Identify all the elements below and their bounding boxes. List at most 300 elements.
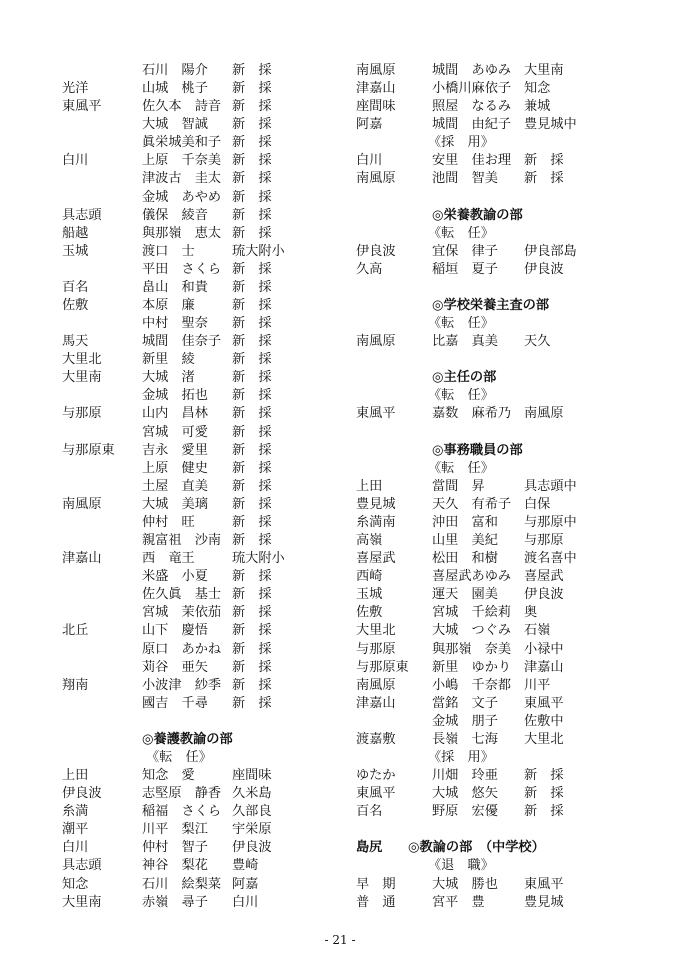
staff-row bbox=[356, 785, 626, 803]
staff-row bbox=[62, 424, 352, 442]
staff-name: 石川 陽介 bbox=[142, 63, 208, 78]
staff-name: 平田 さくら bbox=[142, 261, 222, 277]
staff-row bbox=[356, 333, 626, 351]
section-row bbox=[356, 369, 626, 387]
staff-name: 仲村 旺 bbox=[142, 514, 195, 530]
staff-row bbox=[62, 116, 352, 134]
staff-name: 宜保 律子 bbox=[432, 243, 498, 259]
origin-note: 伊良波 bbox=[524, 261, 564, 277]
origin-note: 与那原 bbox=[524, 533, 564, 549]
staff-name: 照屋 なるみ bbox=[432, 99, 512, 115]
origin-note: 久部良 bbox=[232, 804, 272, 820]
school-name: 南風原 bbox=[356, 677, 396, 693]
staff-name: 野原 宏優 bbox=[432, 804, 498, 820]
staff-row bbox=[62, 134, 352, 152]
staff-name: 眞栄城美和子 bbox=[142, 135, 222, 151]
origin-note: 新 採 bbox=[232, 370, 272, 386]
origin-note: 新 採 bbox=[232, 514, 272, 530]
staff-row bbox=[62, 207, 352, 225]
staff-name: 天久 有希子 bbox=[432, 496, 512, 512]
origin-note: 大里南 bbox=[524, 63, 564, 78]
staff-row bbox=[62, 839, 352, 857]
staff-name: 嘉数 麻希乃 bbox=[432, 406, 512, 422]
subsection-label: 《転 任》 bbox=[428, 316, 494, 332]
school-name: 伊良波 bbox=[62, 786, 102, 802]
section-row bbox=[62, 749, 352, 767]
school-name: 玉城 bbox=[356, 587, 383, 603]
school-name: 白川 bbox=[356, 153, 383, 169]
origin-note: 知念 bbox=[524, 81, 551, 97]
origin-note: 新 採 bbox=[232, 352, 272, 368]
origin-note: 新 採 bbox=[232, 641, 272, 657]
origin-note: 石嶺 bbox=[524, 623, 551, 639]
subsection-label: 《退 職》 bbox=[428, 858, 494, 874]
section-row bbox=[356, 134, 626, 152]
origin-note: 新 採 bbox=[524, 786, 564, 802]
staff-row bbox=[356, 641, 626, 659]
staff-name: 山内 昌林 bbox=[142, 406, 208, 422]
staff-name: 與那嶺 恵太 bbox=[142, 225, 222, 241]
origin-note: 新 採 bbox=[232, 406, 272, 422]
origin-note: 豊崎 bbox=[232, 858, 259, 874]
staff-row bbox=[356, 695, 626, 713]
section-row bbox=[356, 442, 626, 460]
staff-name: 石川 絵梨菜 bbox=[142, 876, 222, 892]
staff-row bbox=[62, 586, 352, 604]
origin-note: 与那原中 bbox=[524, 514, 577, 530]
staff-name: 山下 慶悟 bbox=[142, 623, 208, 639]
staff-name: 大城 智誠 bbox=[142, 117, 208, 133]
origin-note: 新 採 bbox=[232, 334, 272, 350]
staff-row bbox=[356, 170, 626, 188]
school-name: 佐敷 bbox=[62, 298, 89, 314]
staff-name: 大城 勝也 bbox=[432, 876, 498, 892]
origin-note: 新 採 bbox=[232, 605, 272, 621]
origin-note: 新 採 bbox=[524, 768, 564, 784]
staff-name: 神谷 梨花 bbox=[142, 858, 208, 874]
origin-note: 琉大附小 bbox=[232, 243, 285, 259]
origin-note: 新 採 bbox=[232, 207, 272, 223]
origin-note: 新 採 bbox=[232, 677, 272, 693]
section-row bbox=[356, 839, 626, 857]
spacer-row bbox=[356, 189, 626, 207]
school-name: 与那原東 bbox=[62, 442, 115, 458]
staff-row bbox=[356, 767, 626, 785]
staff-name: 長嶺 七海 bbox=[432, 731, 498, 747]
subsection-label: 《転 任》 bbox=[146, 749, 212, 765]
staff-row bbox=[62, 62, 352, 80]
school-name: 豊見城 bbox=[356, 496, 396, 512]
origin-note: 新 採 bbox=[232, 623, 272, 639]
page-number: - 21 - bbox=[324, 933, 356, 947]
spacer-row bbox=[62, 713, 352, 731]
staff-name: 知念 愛 bbox=[142, 768, 195, 784]
origin-note: 伊良波 bbox=[232, 840, 272, 856]
staff-row bbox=[356, 894, 626, 912]
staff-name: 佐久本 詩音 bbox=[142, 99, 222, 115]
origin-note: 新 採 bbox=[232, 63, 272, 78]
staff-name: 城間 あゆみ bbox=[432, 63, 512, 78]
school-name: 津嘉山 bbox=[356, 81, 396, 97]
staff-row bbox=[62, 189, 352, 207]
origin-note: 東風平 bbox=[524, 695, 564, 711]
section-heading: ◎主任の部 bbox=[432, 370, 497, 386]
staff-row bbox=[356, 677, 626, 695]
staff-row bbox=[62, 98, 352, 116]
staff-name: 運天 園美 bbox=[432, 587, 498, 603]
section-row bbox=[62, 731, 352, 749]
school-name: 馬天 bbox=[62, 334, 89, 350]
staff-row bbox=[62, 170, 352, 188]
spacer-row bbox=[356, 279, 626, 297]
staff-name: 宮城 茉依茄 bbox=[142, 605, 222, 621]
school-name: 玉城 bbox=[62, 243, 89, 259]
school-name: 南風原 bbox=[356, 171, 396, 187]
staff-row bbox=[356, 243, 626, 261]
staff-name: 川畑 玲亜 bbox=[432, 768, 498, 784]
staff-row bbox=[62, 876, 352, 894]
section-heading: ◎栄養教諭の部 bbox=[432, 207, 523, 223]
origin-note: 新 採 bbox=[232, 460, 272, 476]
subsection-label: 《転 任》 bbox=[428, 388, 494, 404]
staff-row bbox=[356, 713, 626, 731]
staff-name: 津波古 圭太 bbox=[142, 171, 222, 187]
origin-note: 新 採 bbox=[232, 316, 272, 332]
origin-note: 東風平 bbox=[524, 876, 564, 892]
staff-row bbox=[62, 677, 352, 695]
section-row bbox=[356, 225, 626, 243]
school-name: 糸満 bbox=[62, 804, 89, 820]
spacer-row bbox=[356, 351, 626, 369]
staff-name: 稲垣 夏子 bbox=[432, 261, 498, 277]
staff-name: 松田 和樹 bbox=[432, 551, 498, 567]
origin-note: 琉大附小 bbox=[232, 551, 285, 567]
origin-note: 佐敷中 bbox=[524, 713, 564, 729]
staff-name: 川平 梨江 bbox=[142, 822, 208, 838]
staff-name: 原口 あかね bbox=[142, 641, 222, 657]
school-name: 潮平 bbox=[62, 822, 89, 838]
school-name: 津嘉山 bbox=[62, 551, 102, 567]
origin-note: 渡名喜中 bbox=[524, 551, 577, 567]
school-name: 南風原 bbox=[356, 334, 396, 350]
staff-name: 池間 智美 bbox=[432, 171, 498, 187]
staff-row bbox=[62, 496, 352, 514]
staff-row bbox=[62, 622, 352, 640]
staff-name: 土屋 直美 bbox=[142, 478, 208, 494]
staff-row bbox=[62, 261, 352, 279]
school-name: 東風平 bbox=[356, 406, 396, 422]
origin-note: 伊良波 bbox=[524, 587, 564, 603]
origin-note: 喜屋武 bbox=[524, 569, 564, 585]
school-name: 具志頭 bbox=[62, 858, 102, 874]
school-name: 大里南 bbox=[62, 894, 102, 910]
staff-name: 大城 悠矢 bbox=[432, 786, 498, 802]
school-name: 上田 bbox=[62, 768, 89, 784]
school-name: 喜屋武 bbox=[356, 551, 396, 567]
staff-name: 沖田 富和 bbox=[432, 514, 498, 530]
staff-row bbox=[62, 442, 352, 460]
staff-name: 當間 昇 bbox=[432, 478, 485, 494]
school-name: 阿嘉 bbox=[356, 117, 383, 133]
origin-note: 川平 bbox=[524, 677, 551, 693]
school-name: 与那原東 bbox=[356, 659, 409, 675]
origin-note: 白保 bbox=[524, 496, 551, 512]
school-name: 白川 bbox=[62, 840, 89, 856]
staff-name: 宮平 豊 bbox=[432, 894, 485, 910]
origin-note: 奥 bbox=[524, 605, 538, 621]
school-name: 白川 bbox=[62, 153, 89, 169]
staff-name: 畠山 和貴 bbox=[142, 279, 208, 295]
origin-note: 新 採 bbox=[232, 298, 272, 314]
staff-name: 與那嶺 奈美 bbox=[432, 641, 512, 657]
origin-note: 新 採 bbox=[524, 804, 564, 820]
origin-note: 新 採 bbox=[232, 478, 272, 494]
school-name: 翔南 bbox=[62, 677, 89, 693]
origin-note: 新 採 bbox=[232, 442, 272, 458]
staff-row bbox=[62, 803, 352, 821]
origin-note: 新 採 bbox=[232, 424, 272, 440]
school-name: 普 通 bbox=[356, 894, 396, 910]
school-name: 糸満南 bbox=[356, 514, 396, 530]
staff-row bbox=[356, 532, 626, 550]
left-column bbox=[62, 62, 352, 912]
school-name: 伊良波 bbox=[356, 243, 396, 259]
origin-note: 新 採 bbox=[232, 279, 272, 295]
staff-row bbox=[62, 225, 352, 243]
staff-name: 金城 拓也 bbox=[142, 388, 208, 404]
origin-note: 新 採 bbox=[232, 135, 272, 151]
origin-note: 白川 bbox=[232, 894, 259, 910]
school-name: 知念 bbox=[62, 876, 89, 892]
staff-name: 金城 朋子 bbox=[432, 713, 498, 729]
staff-row bbox=[356, 514, 626, 532]
staff-row bbox=[62, 532, 352, 550]
school-name: 光洋 bbox=[62, 81, 89, 97]
school-name: 東風平 bbox=[62, 99, 102, 115]
origin-note: 新 採 bbox=[232, 153, 272, 169]
section-heading: ◎事務職員の部 bbox=[432, 442, 523, 458]
origin-note: 新 採 bbox=[232, 659, 272, 675]
staff-row bbox=[356, 98, 626, 116]
staff-row bbox=[62, 659, 352, 677]
origin-note: 新 採 bbox=[232, 117, 272, 133]
staff-name: 仲村 智子 bbox=[142, 840, 208, 856]
school-name: ゆたか bbox=[356, 768, 396, 784]
staff-row bbox=[62, 695, 352, 713]
staff-row bbox=[356, 876, 626, 894]
section-row bbox=[356, 207, 626, 225]
school-name: 北丘 bbox=[62, 623, 89, 639]
staff-row bbox=[62, 478, 352, 496]
right-column bbox=[356, 62, 626, 912]
section-row bbox=[356, 857, 626, 875]
staff-row bbox=[356, 550, 626, 568]
staff-row bbox=[356, 622, 626, 640]
origin-note: 新 採 bbox=[232, 533, 272, 549]
section-row bbox=[356, 315, 626, 333]
origin-note: 天久 bbox=[524, 334, 551, 350]
staff-name: 小嶋 千奈都 bbox=[432, 677, 512, 693]
school-name: 百名 bbox=[62, 279, 89, 295]
staff-row bbox=[62, 857, 352, 875]
school-name: 東風平 bbox=[356, 786, 396, 802]
school-name: 座間味 bbox=[356, 99, 396, 115]
section-heading: ◎学校栄養主査の部 bbox=[432, 298, 550, 314]
origin-note: 新 採 bbox=[524, 171, 564, 187]
staff-row bbox=[62, 351, 352, 369]
staff-name: 志堅原 静香 bbox=[142, 786, 222, 802]
origin-note: 南風原 bbox=[524, 406, 564, 422]
staff-name: 喜屋武あゆみ bbox=[432, 569, 512, 585]
origin-note: 宇栄原 bbox=[232, 822, 272, 838]
staff-name: 上原 千奈美 bbox=[142, 153, 222, 169]
origin-note: 新 採 bbox=[232, 388, 272, 404]
staff-row bbox=[62, 785, 352, 803]
staff-name: 大城 渚 bbox=[142, 370, 195, 386]
section-row bbox=[356, 387, 626, 405]
staff-row bbox=[62, 460, 352, 478]
origin-note: 兼城 bbox=[524, 99, 551, 115]
section-row bbox=[356, 460, 626, 478]
staff-row bbox=[356, 604, 626, 622]
school-name: 高嶺 bbox=[356, 533, 383, 549]
staff-row bbox=[62, 821, 352, 839]
school-name: 南風原 bbox=[356, 63, 396, 78]
school-name: 南風原 bbox=[62, 496, 102, 512]
school-name: 上田 bbox=[356, 478, 383, 494]
staff-name: 比嘉 真美 bbox=[432, 334, 498, 350]
origin-note: 新 採 bbox=[232, 225, 272, 241]
staff-row bbox=[62, 315, 352, 333]
staff-row bbox=[356, 116, 626, 134]
spacer-row bbox=[356, 821, 626, 839]
origin-note: 小禄中 bbox=[524, 641, 564, 657]
staff-name: 城間 由紀子 bbox=[432, 117, 512, 133]
staff-name: 渡口 士 bbox=[142, 243, 195, 259]
school-name: 百名 bbox=[356, 804, 383, 820]
origin-note: 新 採 bbox=[232, 171, 272, 187]
staff-name: 山里 美紀 bbox=[432, 533, 498, 549]
origin-note: 久米島 bbox=[232, 786, 272, 802]
origin-note: 新 採 bbox=[232, 496, 272, 512]
school-name: 津嘉山 bbox=[356, 695, 396, 711]
origin-note: 新 採 bbox=[524, 153, 564, 169]
staff-row bbox=[356, 659, 626, 677]
staff-name: 國吉 千尋 bbox=[142, 695, 208, 711]
staff-name: 小橋川麻依子 bbox=[432, 81, 512, 97]
school-name: 渡嘉敷 bbox=[356, 731, 396, 747]
staff-row bbox=[62, 568, 352, 586]
origin-note: 伊良部島 bbox=[524, 243, 577, 259]
origin-note: 豊見城中 bbox=[524, 117, 577, 133]
school-name: 大里北 bbox=[62, 352, 102, 368]
spacer-row bbox=[356, 424, 626, 442]
school-name: 西崎 bbox=[356, 569, 383, 585]
origin-note: 新 採 bbox=[232, 695, 272, 711]
staff-name: 大城 美璃 bbox=[142, 496, 208, 512]
school-name: 久高 bbox=[356, 261, 383, 277]
staff-name: 金城 あやめ bbox=[142, 189, 222, 205]
staff-name: 小波津 紗季 bbox=[142, 677, 222, 693]
staff-row bbox=[356, 80, 626, 98]
origin-note: 津嘉山 bbox=[524, 659, 564, 675]
staff-name: 稲福 さくら bbox=[142, 804, 222, 820]
staff-row bbox=[62, 333, 352, 351]
origin-note: 新 採 bbox=[232, 587, 272, 603]
staff-name: 中村 聖奈 bbox=[142, 316, 208, 332]
staff-name: 本原 廉 bbox=[142, 298, 195, 314]
staff-row bbox=[356, 568, 626, 586]
origin-note: 新 採 bbox=[232, 261, 272, 277]
school-name: 早 期 bbox=[356, 876, 396, 892]
school-name: 与那原 bbox=[356, 641, 396, 657]
staff-name: 新里 ゆかり bbox=[432, 659, 512, 675]
staff-row bbox=[62, 550, 352, 568]
origin-note: 阿嘉 bbox=[232, 876, 259, 892]
staff-name: 城間 佳奈子 bbox=[142, 334, 222, 350]
staff-row bbox=[356, 478, 626, 496]
staff-name: 當銘 文子 bbox=[432, 695, 498, 711]
staff-name: 山城 桃子 bbox=[142, 81, 208, 97]
staff-row bbox=[62, 279, 352, 297]
staff-row bbox=[356, 803, 626, 821]
subsection-label: 《採 用》 bbox=[428, 135, 494, 151]
staff-row bbox=[62, 405, 352, 423]
school-name: 船越 bbox=[62, 225, 89, 241]
staff-row bbox=[62, 297, 352, 315]
staff-row bbox=[62, 604, 352, 622]
staff-name: 儀保 綾音 bbox=[142, 207, 208, 223]
staff-row bbox=[62, 387, 352, 405]
staff-row bbox=[356, 405, 626, 423]
section-heading: ◎教論の部 （中学校） bbox=[408, 840, 545, 856]
staff-name: 宮城 千絵莉 bbox=[432, 605, 512, 621]
staff-row bbox=[62, 152, 352, 170]
region-label: 島尻 bbox=[356, 840, 383, 856]
staff-row bbox=[356, 586, 626, 604]
staff-row bbox=[62, 767, 352, 785]
staff-name: 赤嶺 尋子 bbox=[142, 894, 208, 910]
staff-name: 大城 つぐみ bbox=[432, 623, 512, 639]
staff-row bbox=[356, 496, 626, 514]
staff-row bbox=[62, 243, 352, 261]
origin-note: 新 採 bbox=[232, 81, 272, 97]
subsection-label: 《採 用》 bbox=[428, 749, 494, 765]
section-row bbox=[356, 297, 626, 315]
staff-name: 佐久眞 基士 bbox=[142, 587, 222, 603]
school-name: 具志頭 bbox=[62, 207, 102, 223]
origin-note: 座間味 bbox=[232, 768, 272, 784]
origin-note: 大里北 bbox=[524, 731, 564, 747]
section-row bbox=[356, 749, 626, 767]
staff-row bbox=[62, 641, 352, 659]
school-name: 与那原 bbox=[62, 406, 102, 422]
school-name: 佐敷 bbox=[356, 605, 383, 621]
school-name: 大里北 bbox=[356, 623, 396, 639]
origin-note: 豊見城 bbox=[524, 894, 564, 910]
staff-row bbox=[356, 152, 626, 170]
section-heading: ◎養護教諭の部 bbox=[142, 731, 233, 747]
subsection-label: 《転 任》 bbox=[428, 460, 494, 476]
staff-name: 新里 綾 bbox=[142, 352, 195, 368]
staff-name: 米盛 小夏 bbox=[142, 569, 208, 585]
origin-note: 具志頭中 bbox=[524, 478, 577, 494]
origin-note: 新 採 bbox=[232, 189, 272, 205]
origin-note: 新 採 bbox=[232, 99, 272, 115]
staff-name: 吉永 愛里 bbox=[142, 442, 208, 458]
staff-row bbox=[62, 514, 352, 532]
subsection-label: 《転 任》 bbox=[428, 225, 494, 241]
